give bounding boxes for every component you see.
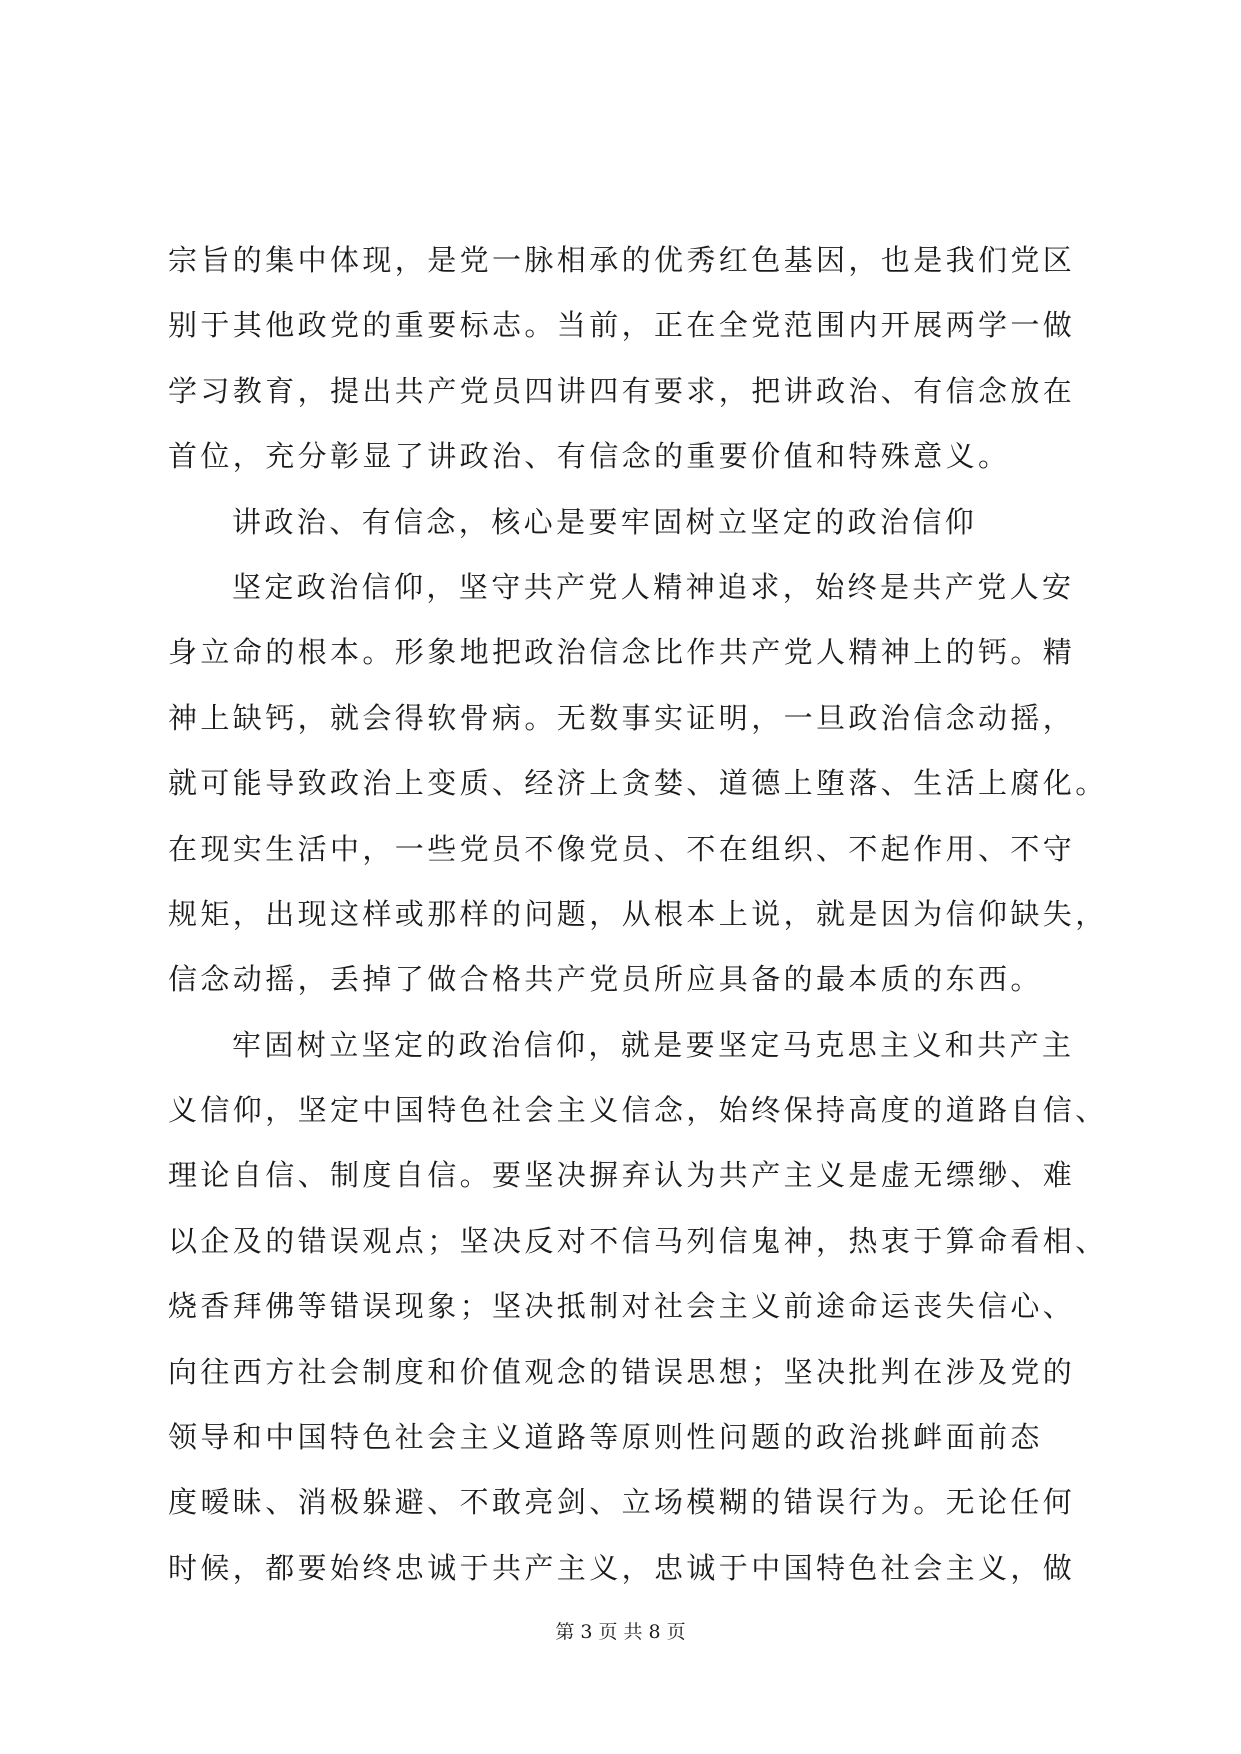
section-heading: 讲政治、有信念，核心是要牢固树立坚定的政治信仰: [232, 504, 978, 539]
text-line: 坚定政治信仰，坚守共产党人精神追求，始终是共产党人安: [232, 569, 1075, 604]
text-line: 身立命的根本。形象地把政治信念比作共产党人精神上的钙。精: [168, 635, 1076, 670]
text-line: 时候，都要始终忠诚于共产主义，忠诚于中国特色社会主义，做: [168, 1550, 1076, 1585]
text-line: 理论自信、制度自信。要坚决摒弃认为共产主义是虚无缥缈、难: [168, 1158, 1076, 1193]
text-line: 就可能导致政治上变质、经济上贪婪、道德上堕落、生活上腐化。: [168, 766, 1108, 801]
page-number-footer: 第 3 页 共 8 页: [555, 1621, 686, 1643]
text-line: 学习教育，提出共产党员四讲四有要求，把讲政治、有信念放在: [168, 373, 1076, 408]
text-line: 义信仰，坚定中国特色社会主义信念，始终保持高度的道路自信、: [168, 1093, 1108, 1128]
text-line: 规矩，出现这样或那样的问题，从根本上说，就是因为信仰缺失，: [168, 896, 1108, 931]
text-line: 宗旨的集中体现，是党一脉相承的优秀红色基因，也是我们党区: [168, 243, 1076, 277]
text-line: 度暧昧、消极躲避、不敢亮剑、立场模糊的错误行为。无论任何: [168, 1485, 1076, 1520]
text-line: 信念动摇，丢掉了做合格共产党员所应具备的最本质的东西。: [168, 962, 1043, 997]
text-line: 别于其他政党的重要标志。当前，正在全党范围内开展两学一做: [168, 308, 1076, 343]
document-body: [168, 228, 1108, 1601]
text-line: 神上缺钙，就会得软骨病。无数事实证明，一旦政治信念动摇，: [168, 700, 1076, 735]
text-line: 领导和中国特色社会主义道路等原则性问题的政治挑衅面前态: [168, 1420, 1043, 1455]
text-line: 烧香拜佛等错误现象；坚决抵制对社会主义前途命运丧失信心、: [168, 1289, 1076, 1324]
text-line: 在现实生活中，一些党员不像党员、不在组织、不起作用、不守: [168, 831, 1076, 866]
text-line: 首位，充分彰显了讲政治、有信念的重要价值和特殊意义。: [168, 439, 1011, 474]
text-line: 向往西方社会制度和价值观念的错误思想；坚决批判在涉及党的: [168, 1354, 1076, 1389]
text-line: 牢固树立坚定的政治信仰，就是要坚定马克思主义和共产主: [232, 1027, 1075, 1062]
text-line: 以企及的错误观点；坚决反对不信马列信鬼神，热衷于算命看相、: [168, 1223, 1108, 1258]
